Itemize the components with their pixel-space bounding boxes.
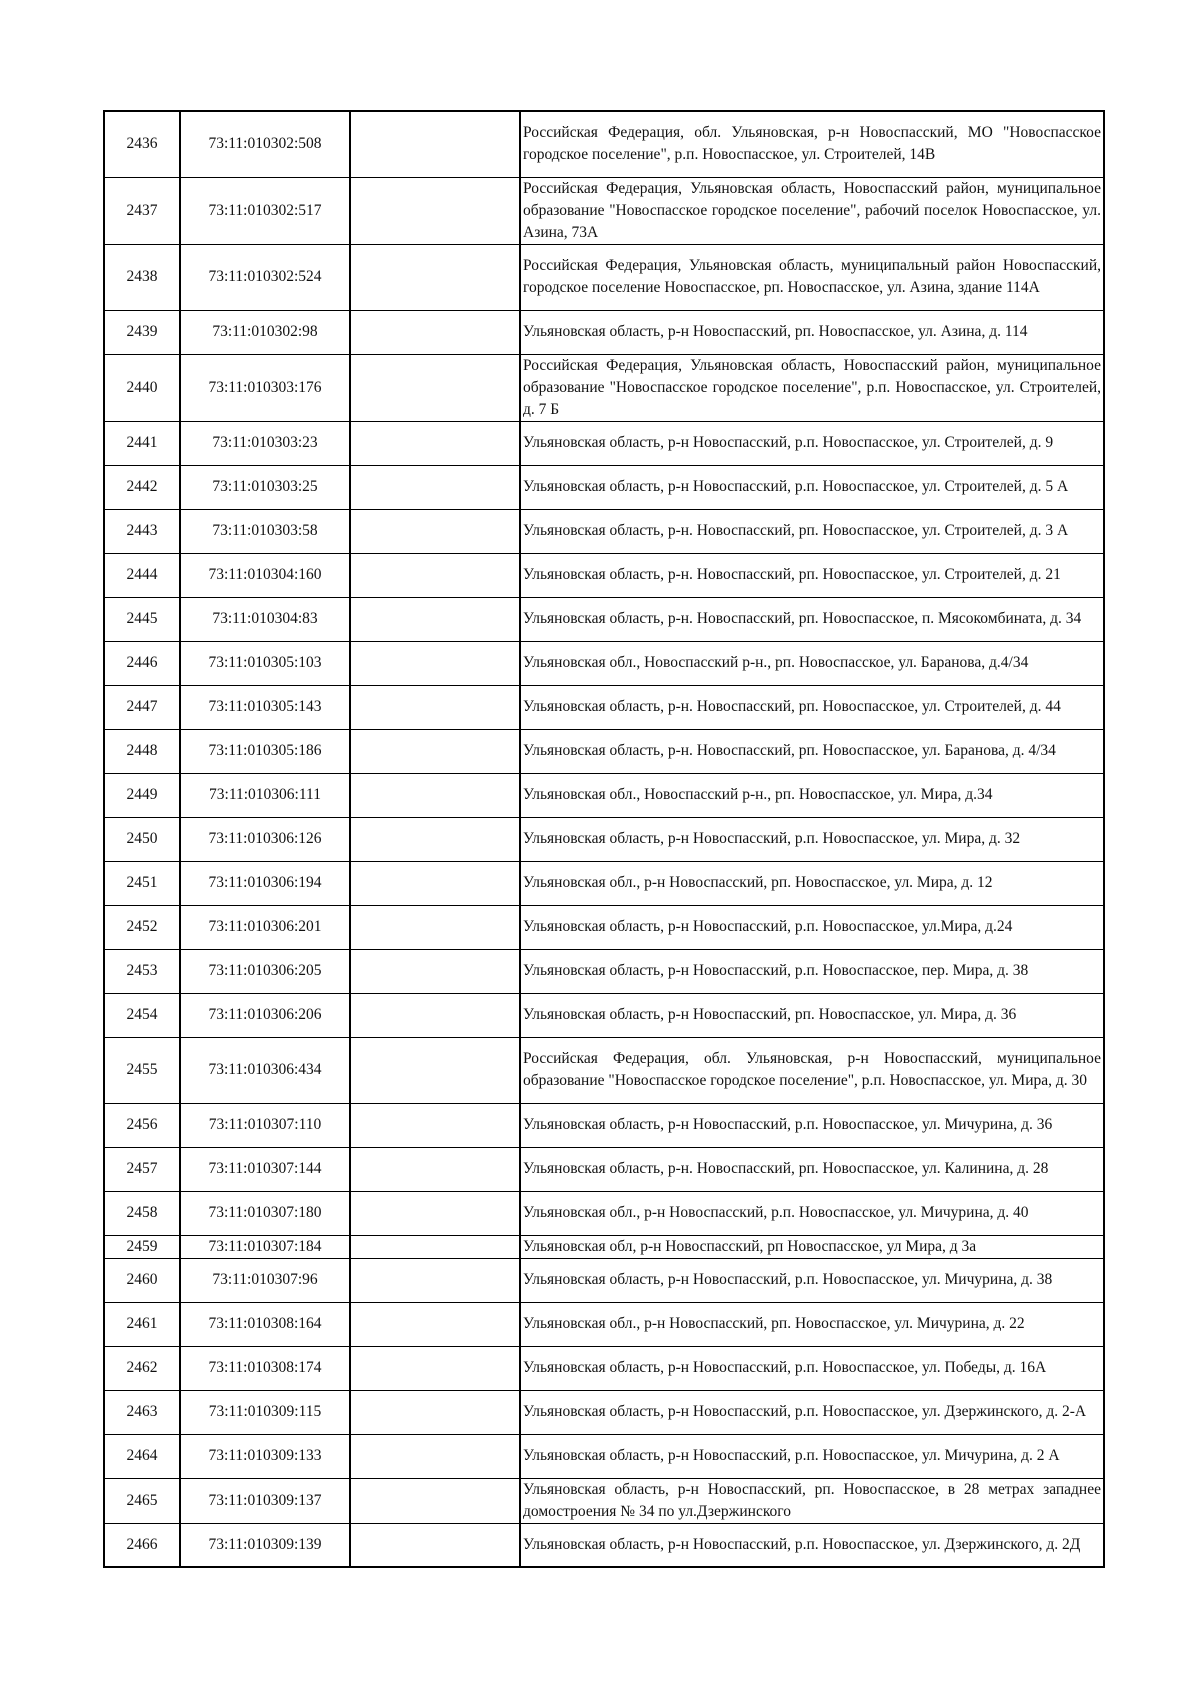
cadastral-number: 73:11:010304:83 [180, 597, 350, 641]
address-cell: Ульяновская область, р-н Новоспасский, р.п. Новоспасское, ул. Строителей, д. 5 А [520, 465, 1104, 509]
row-number: 2458 [104, 1191, 180, 1235]
address-cell: Ульяновская обл, р-н Новоспасский, рп Новоспасское, ул Мира, д 3а [520, 1235, 1104, 1258]
row-number: 2443 [104, 509, 180, 553]
empty-cell [350, 1103, 520, 1147]
row-number: 2442 [104, 465, 180, 509]
cadastral-number: 73:11:010307:144 [180, 1147, 350, 1191]
table-row [104, 1258, 1104, 1302]
table-row [104, 421, 1104, 465]
empty-cell [350, 553, 520, 597]
address-cell: Ульяновская область, р-н. Новоспасский, рп. Новоспасское, ул. Калинина, д. 28 [520, 1147, 1104, 1191]
address-cell: Ульяновская область, р-н Новоспасский, рп. Новоспасское, в 28 метрах западнее домостроения № 34 по ул.Дзержинского [520, 1478, 1104, 1523]
empty-cell [350, 729, 520, 773]
cadastral-number: 73:11:010302:517 [180, 177, 350, 244]
address-cell: Ульяновская обл., Новоспасский р-н., рп. Новоспасское, ул. Баранова, д.4/34 [520, 641, 1104, 685]
parcels-table [103, 110, 1105, 1568]
table-row [104, 1478, 1104, 1523]
row-number: 2459 [104, 1235, 180, 1258]
cadastral-number: 73:11:010305:143 [180, 685, 350, 729]
table-row [104, 1523, 1104, 1567]
cadastral-number: 73:11:010308:164 [180, 1302, 350, 1346]
row-number: 2464 [104, 1434, 180, 1478]
row-number: 2455 [104, 1037, 180, 1103]
empty-cell [350, 641, 520, 685]
table-row [104, 729, 1104, 773]
cadastral-number: 73:11:010303:176 [180, 354, 350, 421]
row-number: 2457 [104, 1147, 180, 1191]
row-number: 2444 [104, 553, 180, 597]
empty-cell [350, 817, 520, 861]
table-row [104, 1390, 1104, 1434]
empty-cell [350, 905, 520, 949]
cadastral-number: 73:11:010307:184 [180, 1235, 350, 1258]
cadastral-number: 73:11:010307:110 [180, 1103, 350, 1147]
table-row [104, 993, 1104, 1037]
table-row [104, 905, 1104, 949]
cadastral-number: 73:11:010308:174 [180, 1346, 350, 1390]
table-row [104, 641, 1104, 685]
row-number: 2465 [104, 1478, 180, 1523]
empty-cell [350, 465, 520, 509]
cadastral-number: 73:11:010306:111 [180, 773, 350, 817]
address-cell: Ульяновская область, р-н. Новоспасский, рп. Новоспасское, ул. Строителей, д. 44 [520, 685, 1104, 729]
cadastral-number: 73:11:010302:524 [180, 244, 350, 310]
parcels-table-body [104, 111, 1104, 1567]
table-row [104, 773, 1104, 817]
row-number: 2456 [104, 1103, 180, 1147]
empty-cell [350, 1302, 520, 1346]
address-cell: Ульяновская область, р-н Новоспасский, р.п. Новоспасское, ул. Мичурина, д. 2 А [520, 1434, 1104, 1478]
empty-cell [350, 597, 520, 641]
table-row [104, 310, 1104, 354]
row-number: 2463 [104, 1390, 180, 1434]
address-cell: Ульяновская область, р-н Новоспасский, р.п. Новоспасское, ул. Мичурина, д. 36 [520, 1103, 1104, 1147]
empty-cell [350, 1147, 520, 1191]
empty-cell [350, 1037, 520, 1103]
row-number: 2446 [104, 641, 180, 685]
empty-cell [350, 310, 520, 354]
table-row [104, 354, 1104, 421]
table-row [104, 509, 1104, 553]
row-number: 2452 [104, 905, 180, 949]
empty-cell [350, 949, 520, 993]
address-cell: Ульяновская область, р-н. Новоспасский, рп. Новоспасское, ул. Строителей, д. 3 А [520, 509, 1104, 553]
row-number: 2462 [104, 1346, 180, 1390]
address-cell: Ульяновская область, р-н Новоспасский, рп. Новоспасское, ул. Азина, д. 114 [520, 310, 1104, 354]
row-number: 2466 [104, 1523, 180, 1567]
address-cell: Ульяновская область, р-н Новоспасский, р.п. Новоспасское, ул.Мира, д.24 [520, 905, 1104, 949]
table-row [104, 685, 1104, 729]
empty-cell [350, 1346, 520, 1390]
cadastral-number: 73:11:010306:194 [180, 861, 350, 905]
address-cell: Ульяновская обл., р-н Новоспасский, рп. Новоспасское, ул. Мира, д. 12 [520, 861, 1104, 905]
cadastral-number: 73:11:010305:186 [180, 729, 350, 773]
empty-cell [350, 861, 520, 905]
address-cell: Ульяновская обл., Новоспасский р-н., рп. Новоспасское, ул. Мира, д.34 [520, 773, 1104, 817]
table-row [104, 817, 1104, 861]
address-cell: Российская Федерация, обл. Ульяновская, р-н Новоспасский, муниципальное образование "Новоспасское городское поселение", р.п. Новоспасское, ул. Мира, д. 30 [520, 1037, 1104, 1103]
table-row [104, 597, 1104, 641]
address-cell: Ульяновская область, р-н Новоспасский, р.п. Новоспасское, ул. Дзержинского, д. 2Д [520, 1523, 1104, 1567]
row-number: 2450 [104, 817, 180, 861]
cadastral-number: 73:11:010306:126 [180, 817, 350, 861]
empty-cell [350, 244, 520, 310]
table-row [104, 1103, 1104, 1147]
empty-cell [350, 421, 520, 465]
cadastral-number: 73:11:010302:508 [180, 111, 350, 177]
empty-cell [350, 1258, 520, 1302]
table-row [104, 949, 1104, 993]
address-cell: Ульяновская область, р-н Новоспасский, р.п. Новоспасское, пер. Мира, д. 38 [520, 949, 1104, 993]
cadastral-number: 73:11:010309:133 [180, 1434, 350, 1478]
empty-cell [350, 1191, 520, 1235]
empty-cell [350, 354, 520, 421]
address-cell: Российская Федерация, обл. Ульяновская, р-н Новоспасский, МО "Новоспасское городское поселение", р.п. Новоспасское, ул. Строителей, 14В [520, 111, 1104, 177]
row-number: 2445 [104, 597, 180, 641]
table-row [104, 465, 1104, 509]
empty-cell [350, 993, 520, 1037]
cadastral-number: 73:11:010306:201 [180, 905, 350, 949]
address-cell: Ульяновская область, р-н. Новоспасский, рп. Новоспасское, ул. Баранова, д. 4/34 [520, 729, 1104, 773]
address-cell: Ульяновская обл., р-н Новоспасский, рп. Новоспасское, ул. Мичурина, д. 22 [520, 1302, 1104, 1346]
table-row [104, 1191, 1104, 1235]
table-row [104, 244, 1104, 310]
table-row [104, 111, 1104, 177]
address-cell: Российская Федерация, Ульяновская область, Новоспасский район, муниципальное образование "Новоспасское городское поселение", р.п. Новоспасское, ул. Строителей, д. 7 Б [520, 354, 1104, 421]
row-number: 2454 [104, 993, 180, 1037]
table-row [104, 553, 1104, 597]
row-number: 2440 [104, 354, 180, 421]
row-number: 2439 [104, 310, 180, 354]
cadastral-number: 73:11:010306:205 [180, 949, 350, 993]
address-cell: Ульяновская область, р-н. Новоспасский, рп. Новоспасское, ул. Строителей, д. 21 [520, 553, 1104, 597]
cadastral-number: 73:11:010302:98 [180, 310, 350, 354]
cadastral-number: 73:11:010303:58 [180, 509, 350, 553]
address-cell: Ульяновская область, р-н Новоспасский, р.п. Новоспасское, ул. Дзержинского, д. 2-А [520, 1390, 1104, 1434]
address-cell: Ульяновская область, р-н Новоспасский, р.п. Новоспасское, ул. Мичурина, д. 38 [520, 1258, 1104, 1302]
row-number: 2449 [104, 773, 180, 817]
table-row [104, 177, 1104, 244]
row-number: 2461 [104, 1302, 180, 1346]
empty-cell [350, 685, 520, 729]
empty-cell [350, 177, 520, 244]
empty-cell [350, 509, 520, 553]
empty-cell [350, 1523, 520, 1567]
cadastral-number: 73:11:010303:23 [180, 421, 350, 465]
cadastral-number: 73:11:010309:139 [180, 1523, 350, 1567]
table-row [104, 1235, 1104, 1258]
cadastral-number: 73:11:010309:137 [180, 1478, 350, 1523]
address-cell: Ульяновская область, р-н Новоспасский, р.п. Новоспасское, ул. Победы, д. 16А [520, 1346, 1104, 1390]
cadastral-number: 73:11:010307:180 [180, 1191, 350, 1235]
empty-cell [350, 1390, 520, 1434]
cadastral-number: 73:11:010303:25 [180, 465, 350, 509]
row-number: 2436 [104, 111, 180, 177]
address-cell: Ульяновская область, р-н Новоспасский, рп. Новоспасское, ул. Мира, д. 36 [520, 993, 1104, 1037]
cadastral-number: 73:11:010304:160 [180, 553, 350, 597]
cadastral-number: 73:11:010306:434 [180, 1037, 350, 1103]
row-number: 2437 [104, 177, 180, 244]
address-cell: Российская Федерация, Ульяновская область, Новоспасский район, муниципальное образование "Новоспасское городское поселение", рабочий поселок Новоспасское, ул. Азина, 73А [520, 177, 1104, 244]
table-row [104, 1302, 1104, 1346]
address-cell: Российская Федерация, Ульяновская область, муниципальный район Новоспасский, городское поселение Новоспасское, рп. Новоспасское, ул. Азина, здание 114А [520, 244, 1104, 310]
table-row [104, 1147, 1104, 1191]
table-row [104, 861, 1104, 905]
address-cell: Ульяновская область, р-н. Новоспасский, рп. Новоспасское, п. Мясокомбината, д. 34 [520, 597, 1104, 641]
empty-cell [350, 111, 520, 177]
row-number: 2447 [104, 685, 180, 729]
empty-cell [350, 1434, 520, 1478]
empty-cell [350, 1235, 520, 1258]
cadastral-number: 73:11:010307:96 [180, 1258, 350, 1302]
table-row [104, 1037, 1104, 1103]
row-number: 2438 [104, 244, 180, 310]
table-row [104, 1346, 1104, 1390]
row-number: 2448 [104, 729, 180, 773]
row-number: 2441 [104, 421, 180, 465]
cadastral-number: 73:11:010305:103 [180, 641, 350, 685]
table-row [104, 1434, 1104, 1478]
empty-cell [350, 1478, 520, 1523]
row-number: 2451 [104, 861, 180, 905]
cadastral-number: 73:11:010309:115 [180, 1390, 350, 1434]
address-cell: Ульяновская область, р-н Новоспасский, р.п. Новоспасское, ул. Мира, д. 32 [520, 817, 1104, 861]
row-number: 2453 [104, 949, 180, 993]
row-number: 2460 [104, 1258, 180, 1302]
address-cell: Ульяновская обл., р-н Новоспасский, р.п. Новоспасское, ул. Мичурина, д. 40 [520, 1191, 1104, 1235]
cadastral-number: 73:11:010306:206 [180, 993, 350, 1037]
address-cell: Ульяновская область, р-н Новоспасский, р.п. Новоспасское, ул. Строителей, д. 9 [520, 421, 1104, 465]
empty-cell [350, 773, 520, 817]
